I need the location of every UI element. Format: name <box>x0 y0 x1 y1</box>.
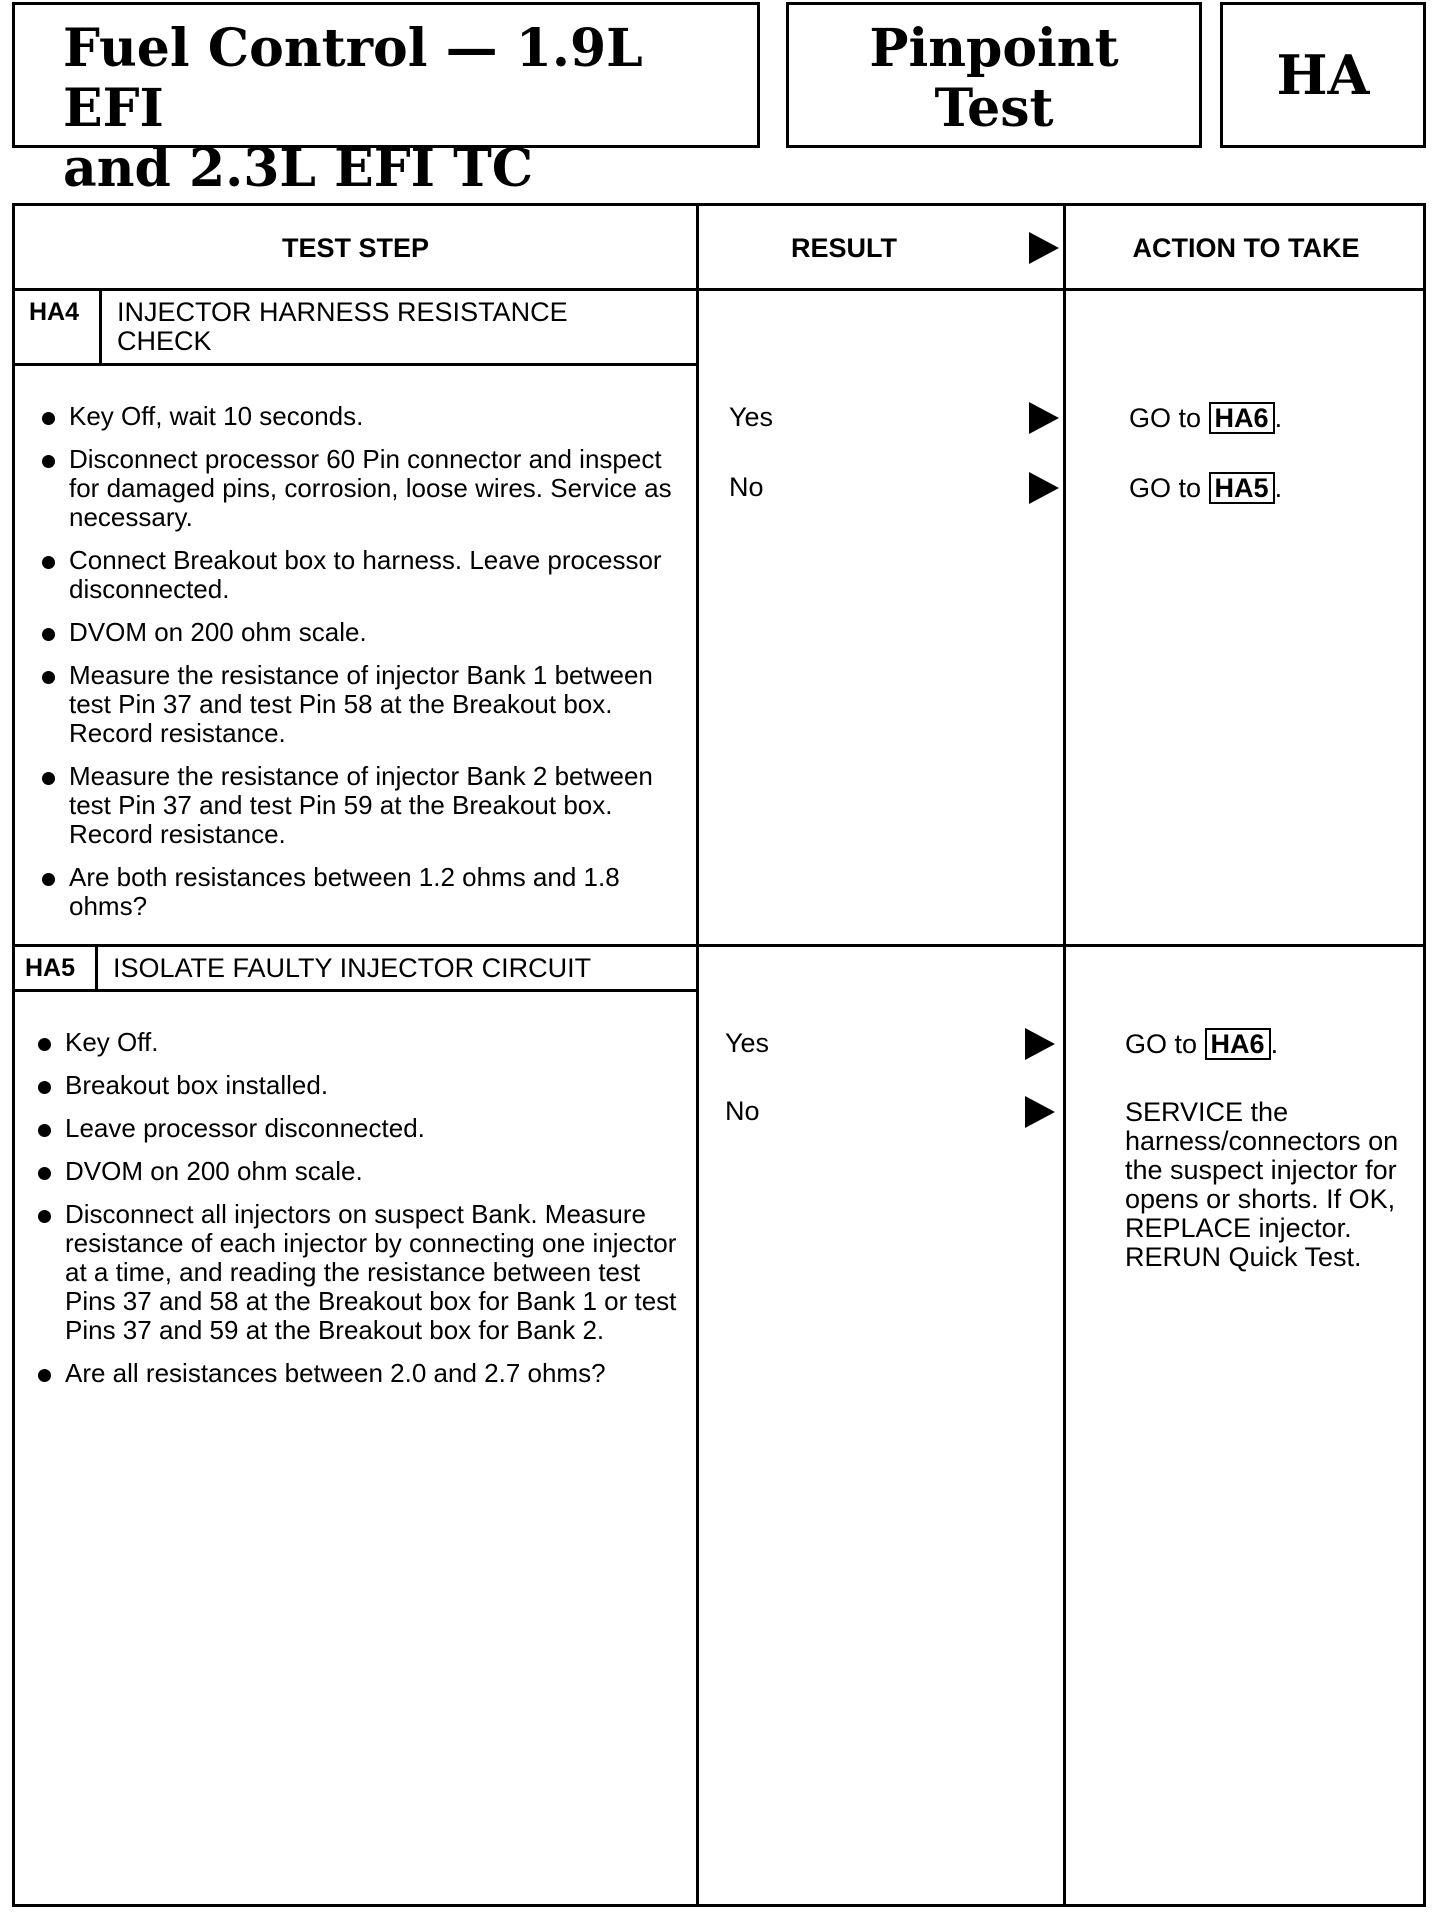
pinpoint-table <box>12 203 1426 1907</box>
result-yes: Yes <box>729 402 774 432</box>
result-no: No <box>725 1096 760 1126</box>
result-no: No <box>729 472 764 502</box>
action-suffix: . <box>1274 473 1283 503</box>
step-reference[interactable]: HA6 <box>1209 402 1275 434</box>
step-id-divider <box>99 291 102 366</box>
arrow-icon <box>1029 232 1059 264</box>
step-id: HA4 <box>29 298 80 326</box>
step-title-divider <box>15 363 699 366</box>
action-suffix: . <box>1270 1029 1279 1059</box>
step-id-divider <box>95 947 98 991</box>
test-type-line-2: Test <box>934 78 1054 139</box>
arrow-icon <box>1029 402 1059 434</box>
step-title: ISOLATE FAULTY INJECTOR CIRCUIT <box>113 953 592 983</box>
arrow-icon <box>1025 1096 1055 1128</box>
action-goto <box>1125 1028 1278 1060</box>
instruction: Measure the resistance of injector Bank 2 between test Pin 37 and test Pin 59 at the Breakout box. Record resistance. <box>39 762 679 849</box>
action-goto <box>1129 472 1282 504</box>
result-yes: Yes <box>725 1028 770 1058</box>
column-divider <box>696 206 699 1904</box>
step-title-divider <box>15 989 699 992</box>
column-header-test-step: TEST STEP <box>281 233 430 263</box>
action-text: GO to <box>1129 473 1202 503</box>
column-header-result: RESULT <box>791 233 897 263</box>
instruction: Are all resistances between 2.0 and 2.7 ohms? <box>35 1359 680 1388</box>
instruction: Key Off, wait 10 seconds. <box>39 402 679 431</box>
test-code <box>1220 2 1426 148</box>
arrow-icon <box>1029 472 1059 504</box>
action-suffix: . <box>1274 403 1283 433</box>
step-reference[interactable]: HA5 <box>1209 472 1275 504</box>
test-type-line-1: Pinpoint <box>869 18 1119 79</box>
column-divider <box>1063 206 1066 1904</box>
step-title: INJECTOR HARNESS RESISTANCE CHECK <box>117 297 568 356</box>
step-id: HA5 <box>25 954 76 982</box>
instruction: Are both resistances between 1.2 ohms and 1.8 ohms? <box>39 863 679 921</box>
instruction: DVOM on 200 ohm scale. <box>35 1157 680 1186</box>
step-instructions <box>39 402 679 935</box>
test-code-label: HA <box>1276 43 1370 107</box>
arrow-icon <box>1025 1028 1055 1060</box>
step-divider <box>15 944 1423 947</box>
step-reference[interactable]: HA6 <box>1205 1028 1271 1060</box>
action-service: SERVICE the harness/connectors on the suspect injector for opens or shorts. If OK, REPLACE injector. RERUN Quick Test. <box>1125 1097 1399 1272</box>
action-text: GO to <box>1125 1029 1198 1059</box>
test-type <box>786 2 1202 148</box>
action-goto <box>1129 402 1282 434</box>
title-line-2: and 2.3L EFI TC <box>63 138 534 199</box>
instruction: Measure the resistance of injector Bank 1 between test Pin 37 and test Pin 58 at the Breakout box. Record resistance. <box>39 661 679 748</box>
instruction: Breakout box installed. <box>35 1071 680 1100</box>
instruction: Leave processor disconnected. <box>35 1114 680 1143</box>
instruction: Key Off. <box>35 1028 680 1057</box>
step-instructions <box>35 1028 680 1402</box>
instruction: Connect Breakout box to harness. Leave processor disconnected. <box>39 546 679 604</box>
instruction: Disconnect all injectors on suspect Bank. Measure resistance of each injector by connecting one injector at a time, and reading the resistance between test Pins 37 and 58 at the Breakout box for Bank 1 or test Pins 37 and 59 at the Breakout box for Bank 2. <box>35 1200 680 1345</box>
instruction: Disconnect processor 60 Pin connector and inspect for damaged pins, corrosion, loose wires. Service as necessary. <box>39 445 679 532</box>
action-text: GO to <box>1129 403 1202 433</box>
title-line-1: Fuel Control — 1.9L EFI <box>63 18 643 139</box>
instruction: DVOM on 200 ohm scale. <box>39 618 679 647</box>
page-title <box>12 2 760 199</box>
column-header-action: ACTION TO TAKE <box>1132 233 1360 263</box>
